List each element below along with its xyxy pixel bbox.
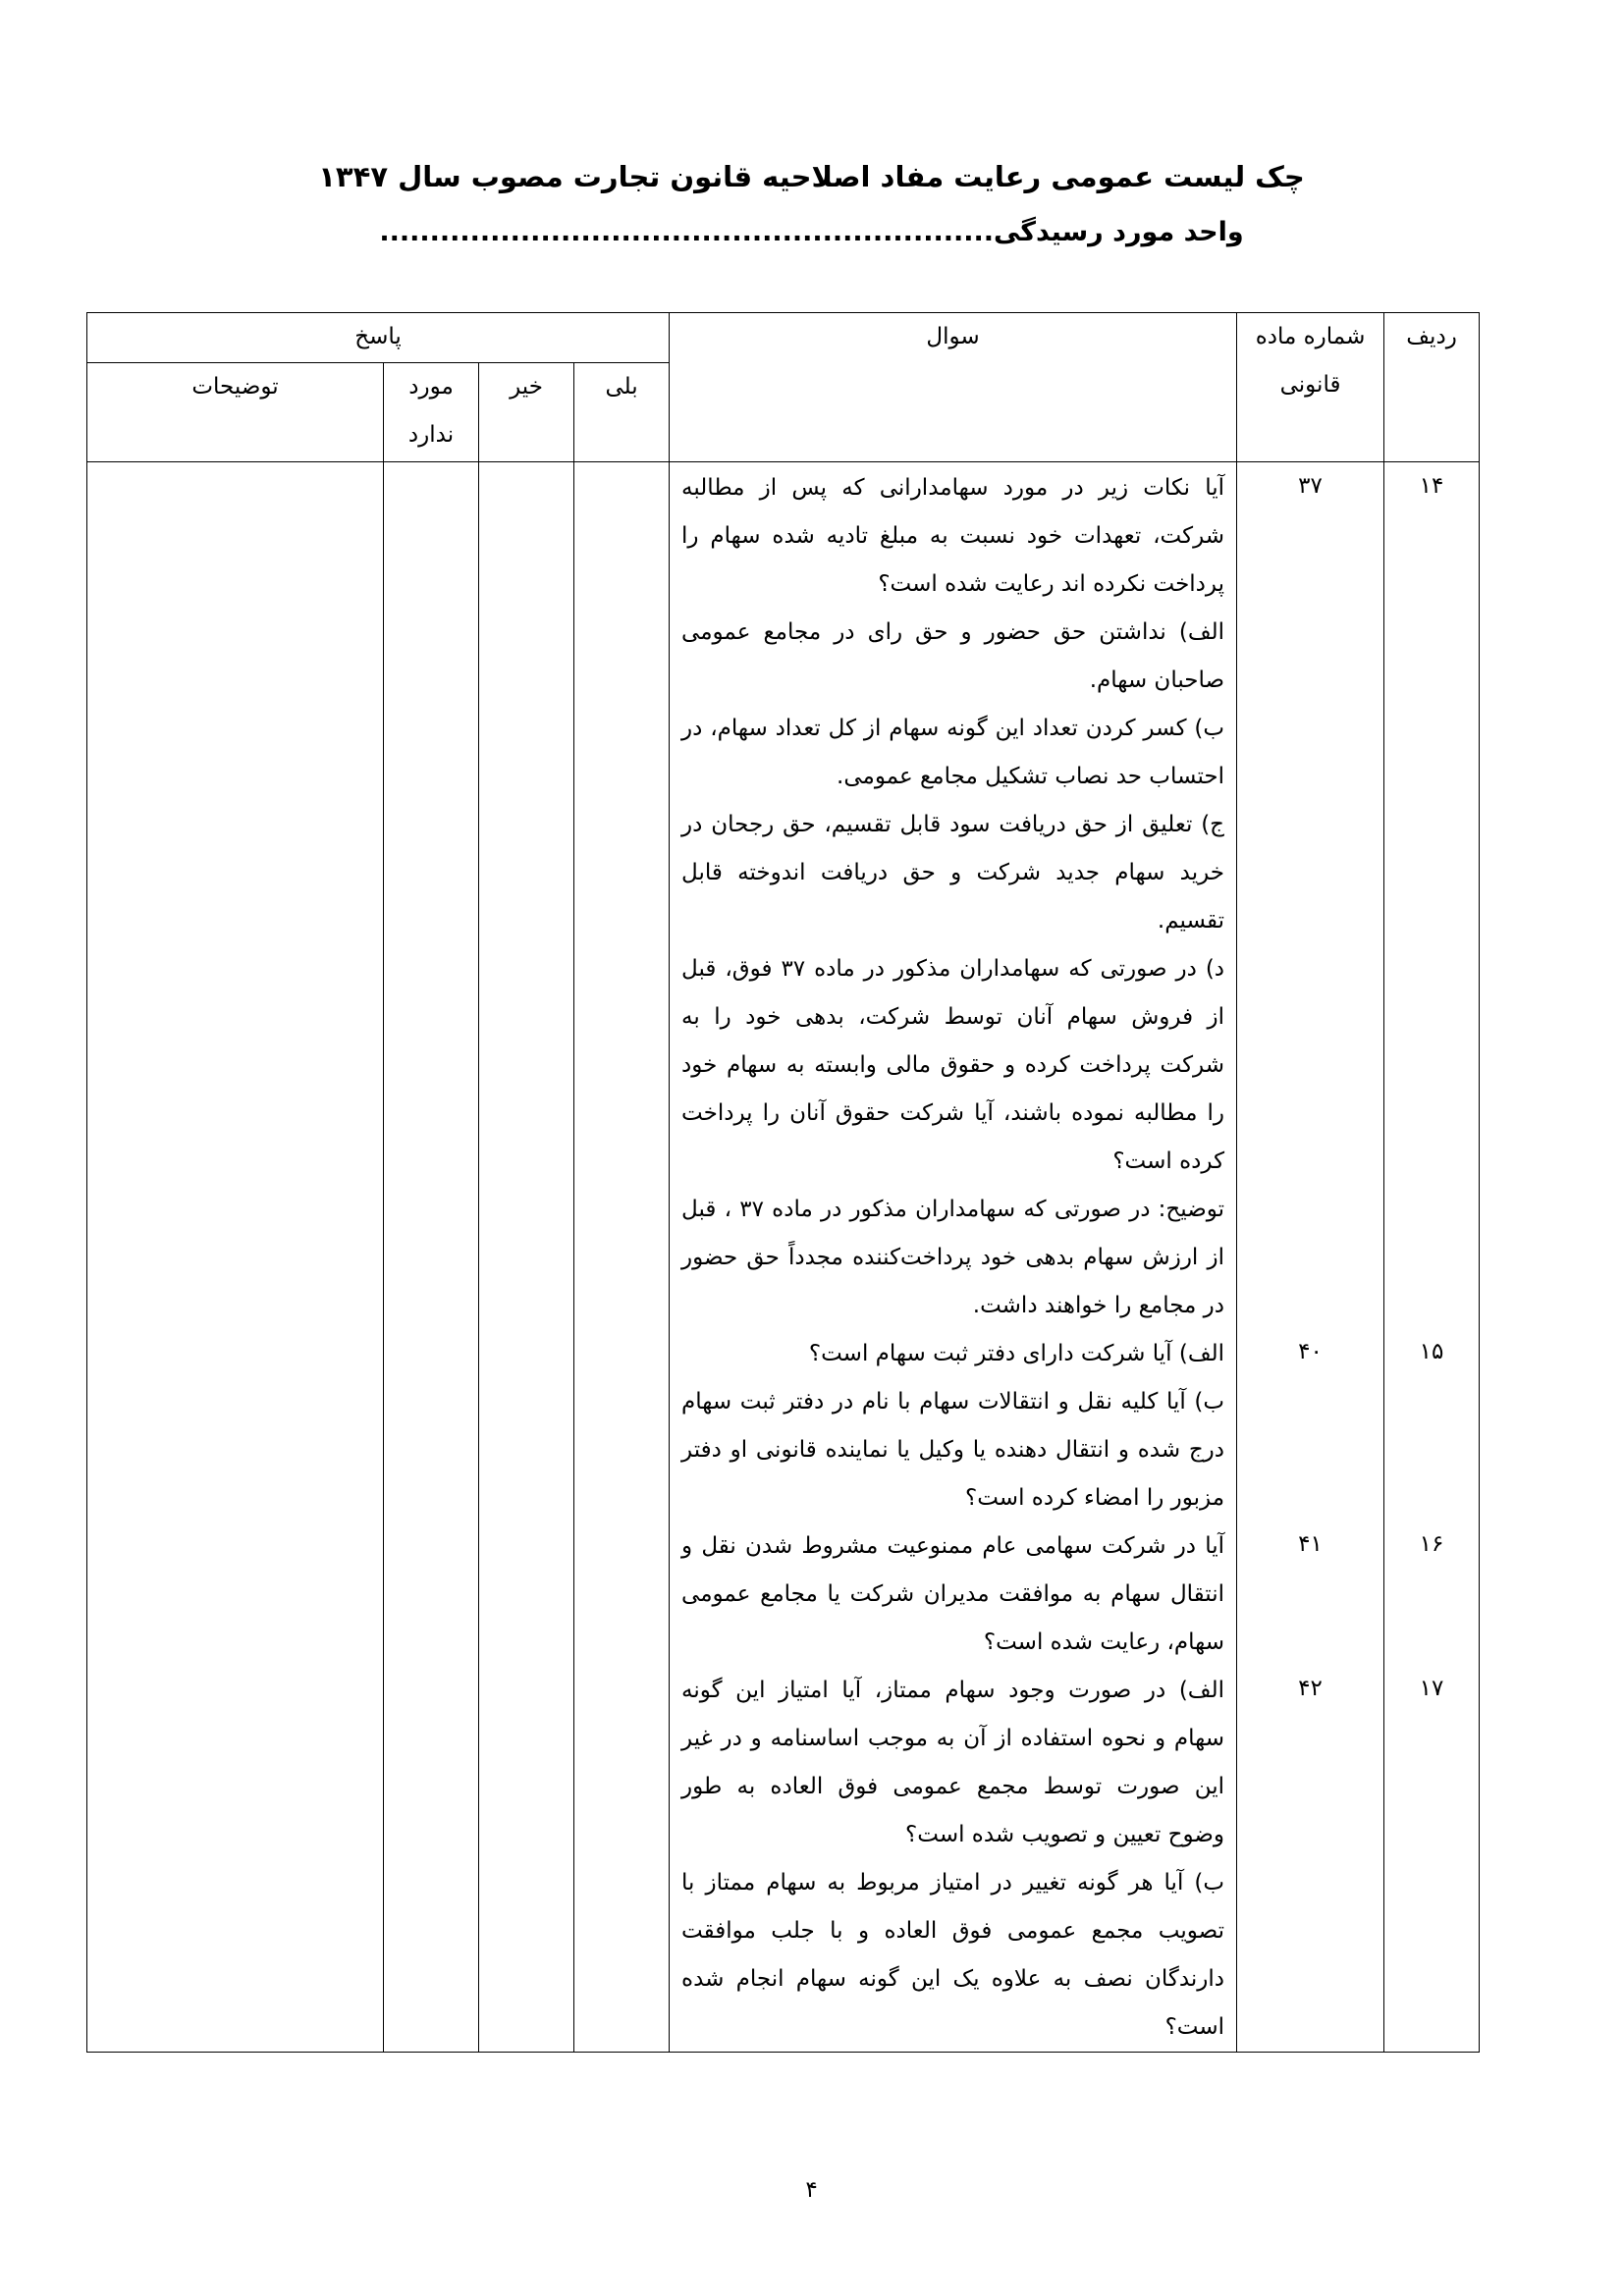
question-paragraph: الف) در صورت وجود سهام ممتاز، آیا امتیاز این گونه سهام و نحوه استفاده از آن به موجب اساسنامه و در غیر این صورت توسط مجمع عمومی فوق العاده به طور وضوح تعیین و تصویب شده است؟ — [681, 1678, 1225, 1847]
header-row-number: ردیف — [1384, 313, 1480, 462]
answer-yes-cell[interactable] — [574, 462, 670, 2053]
question-group — [681, 1330, 1224, 1522]
question-paragraph: ب) آیا هر گونه تغییر در امتیاز مربوط به سهام ممتاز با تصویب مجمع عمومی فوق العاده و با جلب موافقت دارندگان نصف به علاوه یک این گونه سهام انجام شده است؟ — [681, 1870, 1225, 2040]
question-paragraph: ج) تعلیق از حق دریافت سود قابل تقسیم، حق رجحان در خرید سهام جدید شرکت و حق دریافت اندوخته قابل تقسیم. — [681, 812, 1225, 934]
row-number-column — [1384, 462, 1480, 2053]
row-number: ۱۵ — [1419, 1339, 1444, 1364]
header-not-applicable: مورد ندارد — [384, 363, 479, 462]
article-number-column — [1237, 462, 1384, 2053]
header-answer: پاسخ — [87, 313, 670, 363]
article-number: ۳۷ — [1298, 473, 1323, 499]
article-number: ۴۲ — [1298, 1676, 1323, 1701]
page-number: ۴ — [805, 2177, 818, 2203]
question-paragraph: الف) آیا شرکت دارای دفتر ثبت سهام است؟ — [808, 1341, 1225, 1366]
audited-unit-line: واحد مورد رسیدگی............................................................. — [379, 217, 1244, 247]
article-number: ۴۱ — [1298, 1531, 1323, 1557]
question-paragraph: توضیح: در صورتی که سهامداران مذکور در ماده ۳۷ ، قبل از ارزش سهام بدهی خود پرداخت‌کننده مجدداً حق حضور در مجامع را خواهند داشت. — [681, 1197, 1225, 1318]
question-paragraph: د) در صورتی که سهامداران مذکور در ماده ۳۷ فوق، قبل از فروش سهام آنان توسط شرکت، بدهی خود را به شرکت پرداخت کرده و حقوق مالی وابسته به سهام خود را مطالبه نموده باشند، آیا شرکت حقوق آنان را پرداخت کرده است؟ — [681, 956, 1225, 1174]
document-title: چک لیست عمومی رعایت مفاد اصلاحیه قانون تجارت مصوب سال ۱۳۴۷ — [318, 160, 1305, 193]
question-paragraph: آیا در شرکت سهامی عام ممنوعیت مشروط شدن نقل و انتقال سهام به موافقت مدیران شرکت یا مجامع عمومی سهام، رعایت شده است؟ — [681, 1533, 1225, 1655]
header-notes: توضیحات — [87, 363, 384, 462]
answer-no-cell[interactable] — [479, 462, 574, 2053]
header-yes: بلی — [574, 363, 670, 462]
checklist-table — [86, 312, 1480, 2053]
question-column — [670, 462, 1237, 2053]
question-paragraph: آیا نکات زیر در مورد سهامدارانی که پس از مطالبه شرکت، تعهدات خود نسبت به مبلغ تادیه شده سهام را پرداخت نکرده اند رعایت شده است؟ — [681, 475, 1225, 597]
row-number: ۱۴ — [1419, 473, 1444, 499]
answer-notes-cell[interactable] — [87, 462, 384, 2053]
question-paragraph: ب) کسر کردن تعداد این گونه سهام از کل تعداد سهام، در احتساب حد نصاب تشکیل مجامع عمومی. — [681, 716, 1225, 789]
header-no: خیر — [479, 363, 574, 462]
answer-not-applicable-cell[interactable] — [384, 462, 479, 2053]
question-group — [681, 1522, 1224, 1667]
question-paragraph: الف) نداشتن حق حضور و حق رای در مجامع عمومی صاحبان سهام. — [681, 619, 1225, 693]
checklist-body-row — [87, 462, 1480, 2053]
article-number: ۴۰ — [1298, 1339, 1323, 1364]
header-question: سوال — [670, 313, 1237, 462]
row-number: ۱۷ — [1419, 1676, 1444, 1701]
question-paragraph: ب) آیا کلیه نقل و انتقالات سهام با نام در دفتر ثبت سهام درج شده و انتقال دهنده یا وکیل یا نماینده قانونی او دفتر مزبور را امضاء کرده است؟ — [681, 1389, 1225, 1511]
question-group — [681, 1667, 1224, 2052]
header-article: شماره ماده قانونی — [1237, 313, 1384, 462]
header-row-1 — [87, 313, 1480, 363]
row-number: ۱۶ — [1419, 1531, 1444, 1557]
question-group — [681, 464, 1224, 1330]
